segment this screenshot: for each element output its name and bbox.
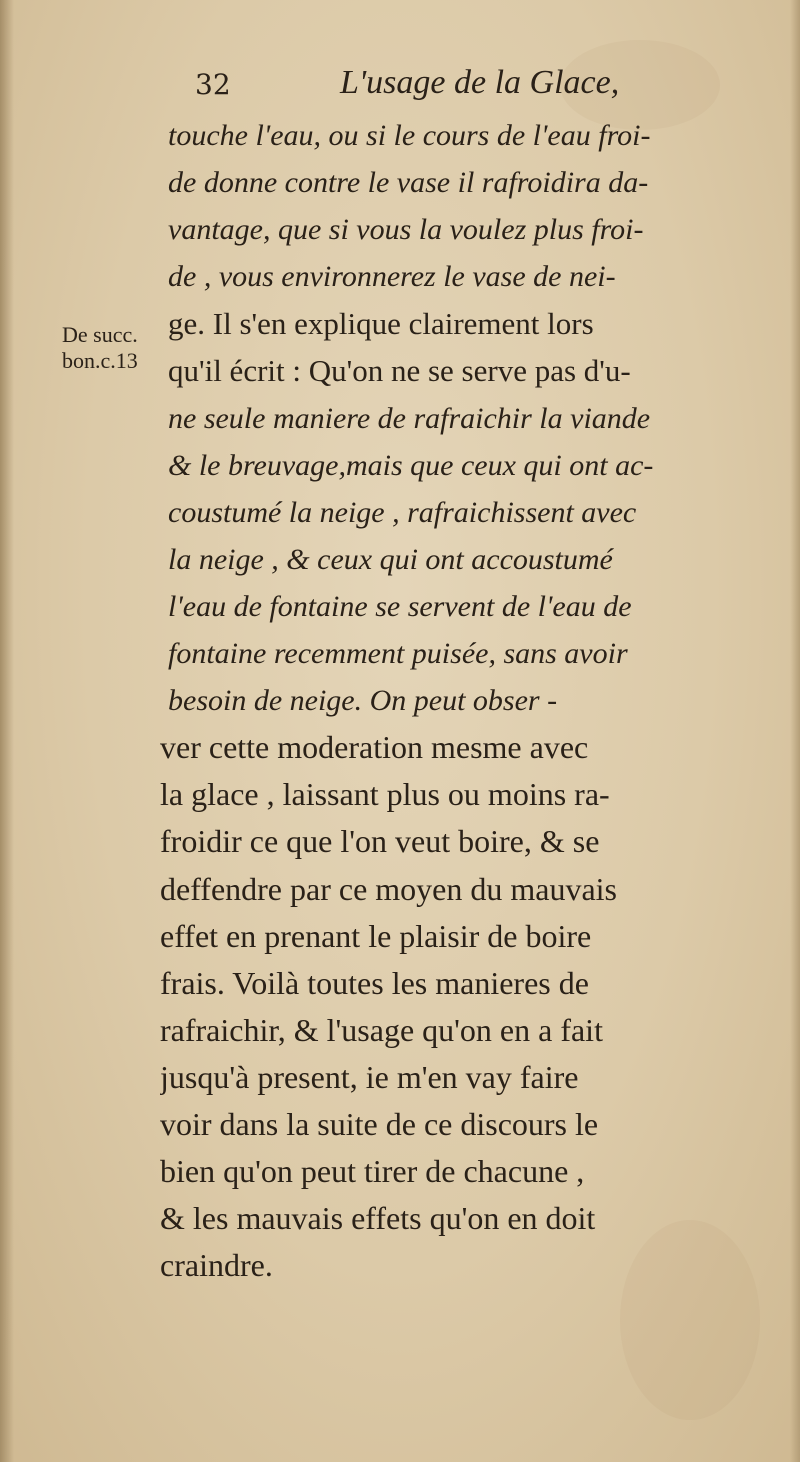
text-line: frais. Voilà toutes les manieres de [160,964,589,1001]
text-line: jusqu'à present, ie m'en vay faire [160,1058,579,1095]
text-line: & les mauvais effets qu'on en doit [160,1200,596,1237]
page-edge-shadow [790,0,800,1462]
text-line: l'eau de fontaine se servent de l'eau de [168,589,632,623]
text-line: craindre. [160,1247,273,1284]
text-line: froidir ce que l'on veut boire, & se [160,823,600,860]
text-line: coustumé la neige , rafraichissent avec [168,495,637,529]
text-line: deffendre par ce moyen du mauvais [160,870,617,907]
text-line: de donne contre le vase il rafroidira da- [168,166,649,200]
text-line: ne seule maniere de rafraichir la viande [168,401,651,435]
text-line: la neige , & ceux qui ont accoustumé [168,542,613,576]
page-header [195,62,675,114]
text-line: fontaine recemment puisée, sans avoir [168,637,628,671]
text-line: & le breuvage,mais que ceux qui ont ac- [168,448,654,482]
text-line: la glace , laissant plus ou moins ra- [160,776,610,813]
text-line: qu'il écrit : Qu'on ne se serve pas d'u- [168,353,631,389]
text-line: besoin de neige. On peut obser - [168,684,558,718]
margin-note-line: De succ. [62,322,138,347]
margin-note-line: bon.c.13 [62,348,138,373]
page-gutter-shadow [0,0,14,1462]
text-line: ver cette moderation mesme avec [160,729,589,766]
margin-note [62,322,174,374]
text-line: voir dans la suite de ce discours le [160,1105,599,1142]
page-number: 32 [195,68,231,101]
text-line: de , vous environnerez le vase de nei- [168,260,616,294]
text-line: effet en prenant le plaisir de boire [160,917,592,954]
text-line: vantage, que si vous la voulez plus froi- [168,213,644,247]
text-line: ge. Il s'en explique clairement lors [168,306,594,342]
text-line: rafraichir, & l'usage qu'on en a fait [160,1011,603,1048]
text-line: touche l'eau, ou si le cours de l'eau froi- [168,119,651,152]
body-text [160,112,765,1289]
running-title: L'usage de la Glace, [340,64,620,101]
text-line: bien qu'on peut tirer de chacune , [160,1153,585,1190]
